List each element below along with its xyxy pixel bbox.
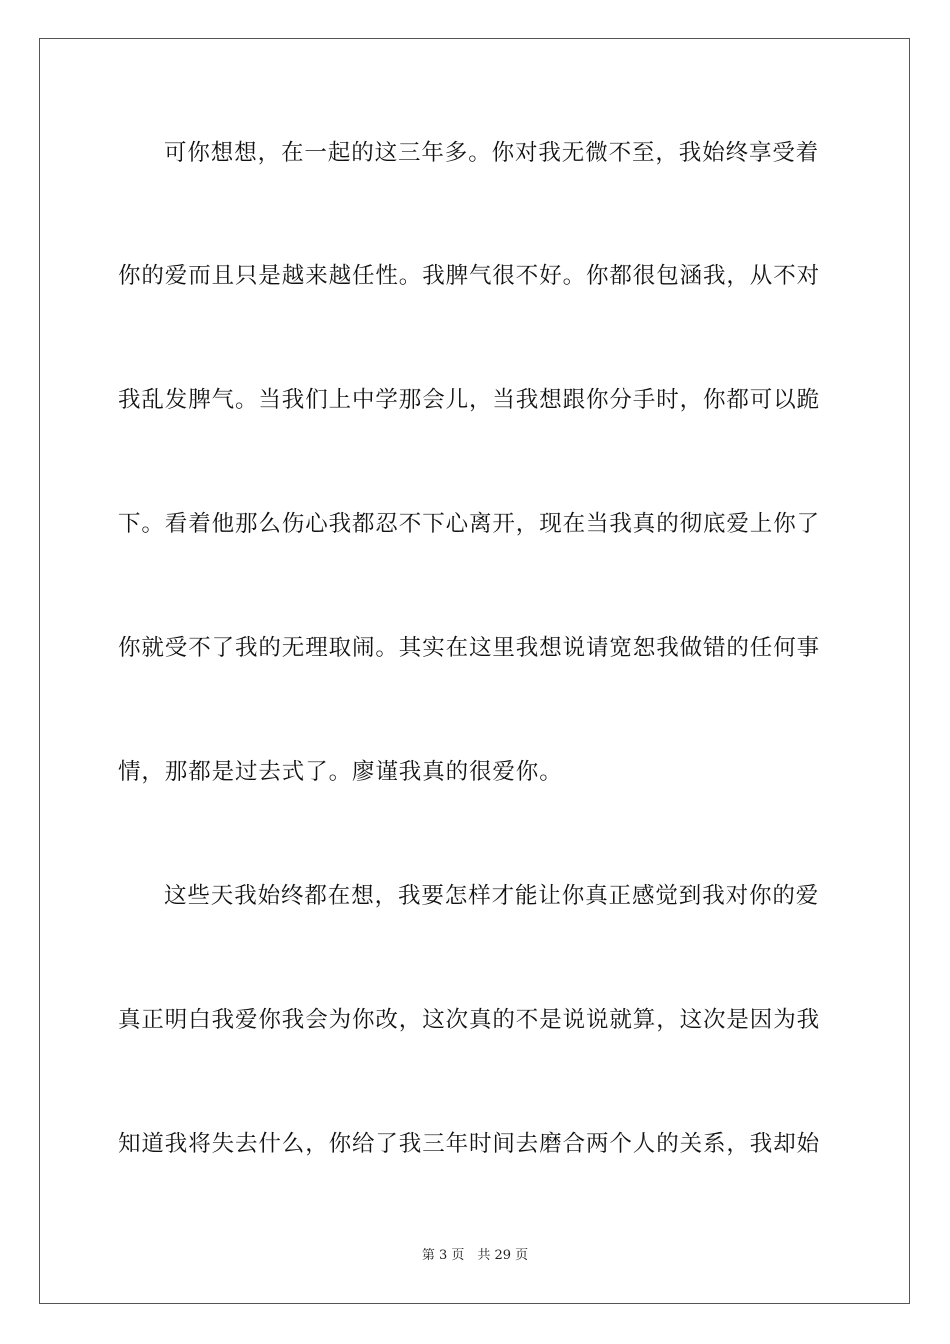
text-line: 知道我将失去什么，你给了我三年时间去磨合两个人的关系，我却始 bbox=[118, 1131, 821, 1157]
text-line: 这些天我始终都在想，我要怎样才能让你真正感觉到我对你的爱 bbox=[164, 883, 820, 909]
text-line: 真正明白我爱你我会为你改，这次真的不是说说就算，这次是因为我 bbox=[118, 1007, 821, 1033]
page-number-footer: 第 3 页 共 29 页 bbox=[421, 1248, 529, 1263]
text-line: 我乱发脾气。当我们上中学那会儿，当我想跟你分手时，你都可以跪 bbox=[118, 387, 821, 413]
text-line: 下。看着他那么伤心我都忍不下心离开，现在当我真的彻底爱上你了 bbox=[118, 511, 821, 537]
text-line: 情，那都是过去式了。廖谨我真的很爱你。 bbox=[118, 759, 563, 785]
text-line: 你就受不了我的无理取闹。其实在这里我想说请宽恕我做错的任何事 bbox=[118, 635, 821, 661]
text-line: 你的爱而且只是越来越任性。我脾气很不好。你都很包涵我，从不对 bbox=[118, 263, 821, 289]
text-line: 可你想想，在一起的这三年多。你对我无微不至，我始终享受着 bbox=[164, 140, 820, 166]
page-frame bbox=[39, 38, 910, 1304]
